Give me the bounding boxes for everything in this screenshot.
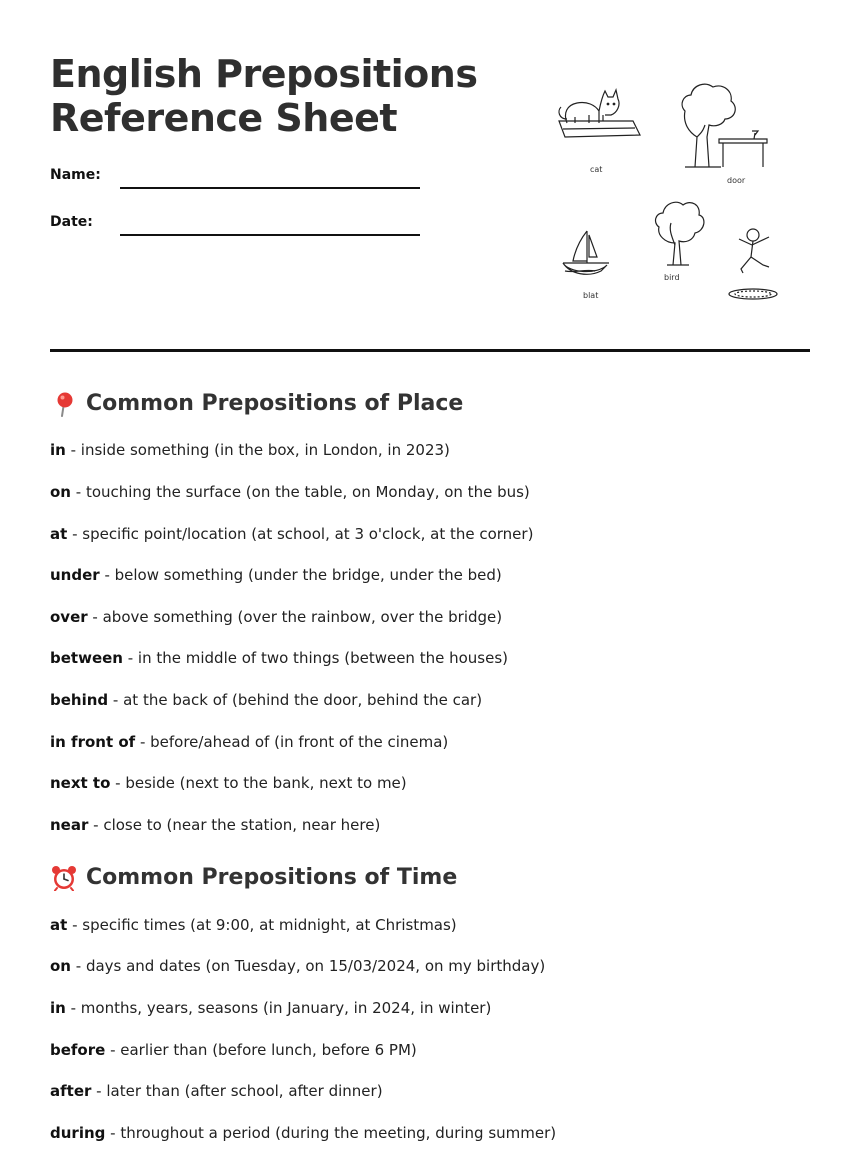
section-heading-place [50, 391, 463, 417]
preposition-term: behind [50, 691, 109, 709]
section-heading-text: Common Prepositions of Time [86, 865, 458, 890]
door-caption: door [727, 176, 746, 185]
jumping-child-icon [729, 229, 777, 299]
preposition-term: in front of [50, 733, 136, 751]
list-item: on - touching the surface (on the table, on Monday, on the bus) [50, 483, 530, 501]
cat-caption: cat [590, 165, 603, 174]
header-divider [50, 349, 810, 352]
preposition-term: in [50, 999, 66, 1017]
title-line-1: English Prepositions [50, 52, 478, 96]
preposition-term: on [50, 483, 71, 501]
preposition-term: during [50, 1124, 106, 1142]
date-field[interactable] [50, 214, 430, 244]
preposition-term: over [50, 608, 88, 626]
preposition-term: on [50, 957, 71, 975]
bird-caption: bird [664, 273, 680, 282]
preposition-description: below something (under the bridge, under the bed) [114, 566, 502, 584]
name-underline[interactable] [120, 187, 420, 189]
preposition-term: in [50, 441, 66, 459]
name-label: Name: [50, 167, 101, 183]
cat-on-mat-icon [559, 90, 640, 137]
preposition-term: before [50, 1041, 106, 1059]
list-item: on - days and dates (on Tuesday, on 15/03/2024, on my birthday) [50, 957, 546, 975]
preposition-description: inside something (in the box, in London, in 2023) [80, 441, 450, 459]
name-field[interactable] [50, 167, 430, 197]
preposition-description: above something (over the rainbow, over the bridge) [102, 608, 503, 626]
blat-caption: blat [583, 291, 599, 300]
page-title [50, 52, 477, 140]
preposition-description: throughout a period (during the meeting, during summer) [120, 1124, 557, 1142]
preposition-term: under [50, 566, 100, 584]
tree-icon [656, 202, 704, 265]
preposition-term: near [50, 816, 89, 834]
preposition-term: at [50, 916, 68, 934]
sailboat-icon [563, 231, 609, 274]
preposition-description: earlier than (before lunch, before 6 PM) [120, 1041, 417, 1059]
date-label: Date: [50, 214, 93, 230]
date-underline[interactable] [120, 234, 420, 236]
alarm-clock-icon [50, 865, 78, 891]
preposition-description: in the middle of two things (between the houses) [137, 649, 508, 667]
preposition-description: before/ahead of (in front of the cinema) [150, 733, 449, 751]
preposition-description: days and dates (on Tuesday, on 15/03/2024, on my birthday) [85, 957, 546, 975]
list-item: at - specific point/location (at school, at 3 o'clock, at the corner) [50, 525, 534, 543]
list-item: in - inside something (in the box, in London, in 2023) [50, 441, 450, 459]
preposition-description: at the back of (behind the door, behind the car) [123, 691, 483, 709]
title-line-2: Reference Sheet [50, 96, 398, 140]
list-item: in front of - before/ahead of (in front of the cinema) [50, 733, 449, 751]
preposition-description: close to (near the station, near here) [103, 816, 381, 834]
tree-and-table-icon [682, 84, 767, 167]
preposition-term: at [50, 525, 68, 543]
section-heading-time [50, 865, 457, 891]
illustration-panel [545, 75, 785, 315]
section-heading-text: Common Prepositions of Place [86, 391, 464, 416]
list-item: between - in the middle of two things (between the houses) [50, 649, 508, 667]
preposition-term: next to [50, 774, 111, 792]
list-item: under - below something (under the bridge, under the bed) [50, 566, 502, 584]
preposition-description: specific times (at 9:00, at midnight, at Christmas) [82, 916, 457, 934]
list-item: during - throughout a period (during the meeting, during summer) [50, 1124, 557, 1142]
preposition-description: beside (next to the bank, next to me) [125, 774, 407, 792]
preposition-term: between [50, 649, 123, 667]
preposition-description: specific point/location (at school, at 3 o'clock, at the corner) [82, 525, 534, 543]
list-item: after - later than (after school, after dinner) [50, 1082, 383, 1100]
list-item: before - earlier than (before lunch, before 6 PM) [50, 1041, 417, 1059]
list-item: in - months, years, seasons (in January, in 2024, in winter) [50, 999, 492, 1017]
preposition-term: after [50, 1082, 92, 1100]
list-item: near - close to (near the station, near here) [50, 816, 381, 834]
preposition-description: months, years, seasons (in January, in 2024, in winter) [80, 999, 492, 1017]
list-item: at - specific times (at 9:00, at midnight, at Christmas) [50, 916, 457, 934]
list-item: over - above something (over the rainbow, over the bridge) [50, 608, 503, 626]
list-item: next to - beside (next to the bank, next to me) [50, 774, 407, 792]
pin-icon [50, 391, 78, 417]
preposition-description: later than (after school, after dinner) [106, 1082, 383, 1100]
preposition-description: touching the surface (on the table, on Monday, on the bus) [85, 483, 530, 501]
list-item: behind - at the back of (behind the door, behind the car) [50, 691, 483, 709]
